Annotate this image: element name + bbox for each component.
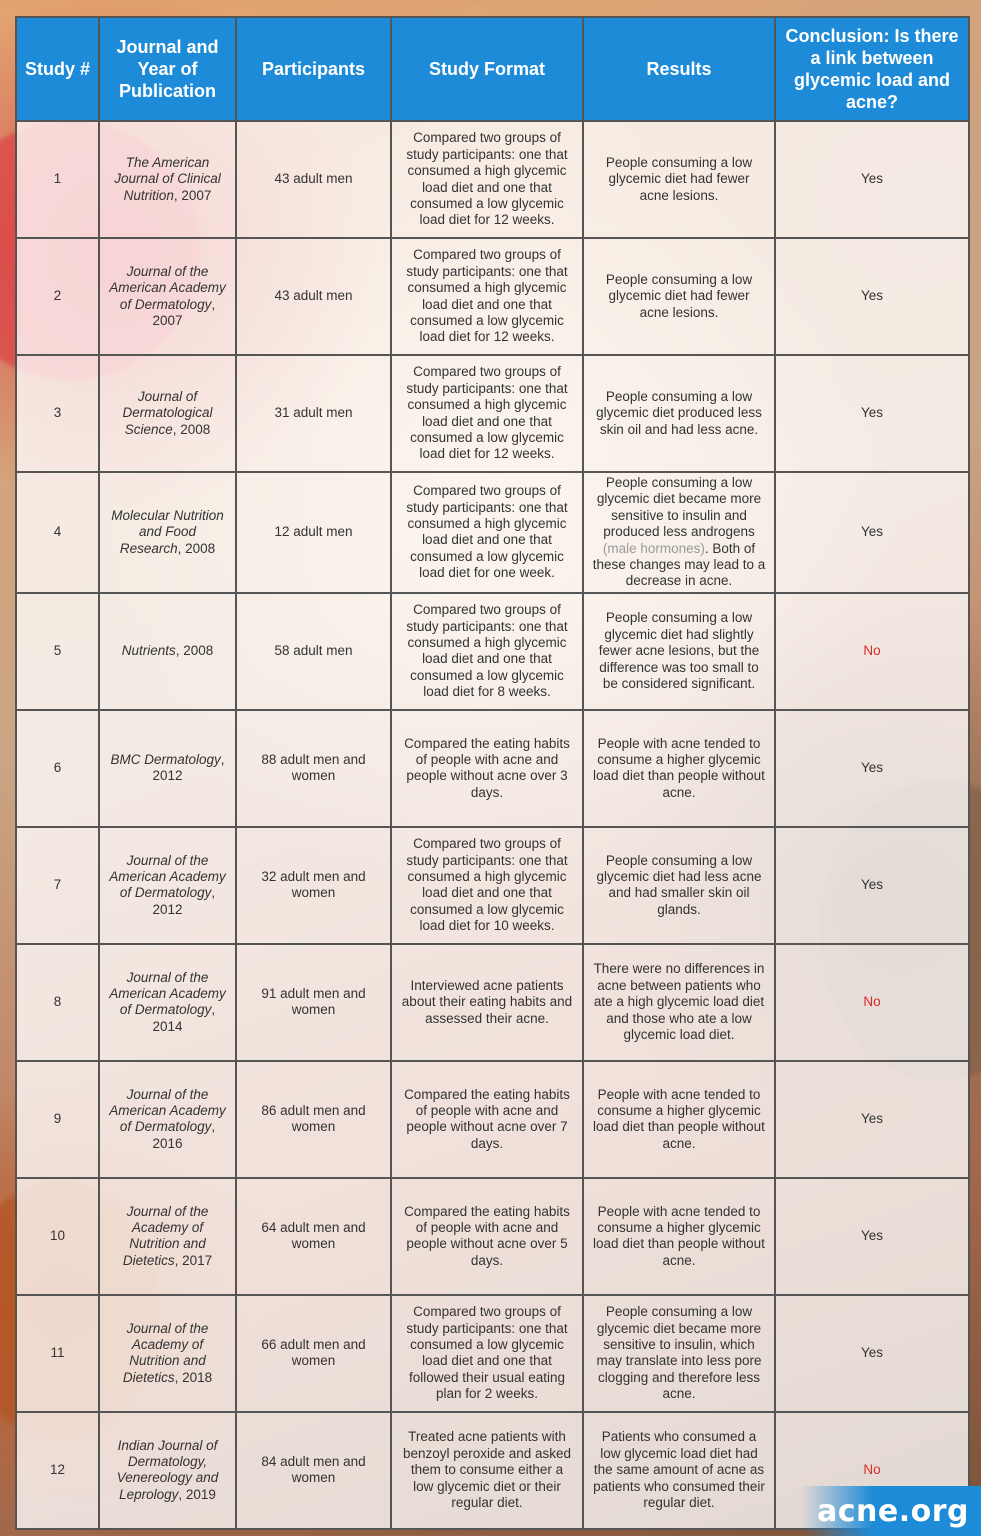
conclusion-cell: Yes <box>775 1178 969 1295</box>
journal-cell <box>99 1061 236 1178</box>
participants-cell: 43 adult men <box>236 121 391 238</box>
journal-cell <box>99 1295 236 1412</box>
study-format-cell: Compared the eating habits of people with acne and people without acne over 7 days. <box>391 1061 583 1178</box>
participants-cell: 84 adult men and women <box>236 1412 391 1529</box>
journal-cell <box>99 710 236 827</box>
participants-cell: 31 adult men <box>236 355 391 472</box>
publication-year: , 2007 <box>173 187 212 203</box>
results-text: People consuming a low glycemic diet became more sensitive to insulin and produced less androgens <box>596 475 762 540</box>
header-conclusion: Conclusion: Is there a link between glycemic load and acne? <box>775 17 969 121</box>
journal-name: Nutrients <box>121 643 176 659</box>
conclusion-cell: Yes <box>775 121 969 238</box>
journal-name: Journal of the American Academy of Dermatology <box>109 263 226 312</box>
table-row <box>16 355 969 472</box>
conclusion-cell: Yes <box>775 1295 969 1412</box>
table-row <box>16 593 969 710</box>
study-format-cell: Compared two groups of study participants: one that consumed a high glycemic load diet and one that consumed a low glycemic load diet for 8 weeks. <box>391 593 583 710</box>
results-cell: People with acne tended to consume a higher glycemic load diet than people without acne. <box>583 1061 775 1178</box>
conclusion-cell: Yes <box>775 1061 969 1178</box>
journal-cell <box>99 827 236 944</box>
publication-year: , 2017 <box>174 1252 213 1268</box>
study-format-cell: Compared two groups of study participants: one that consumed a high glycemic load diet and one that consumed a low glycemic load diet for 10 weeks. <box>391 827 583 944</box>
participants-cell: 12 adult men <box>236 472 391 593</box>
study-number-cell: 1 <box>16 121 99 238</box>
header-study-number: Study # <box>16 17 99 121</box>
participants-cell: 66 adult men and women <box>236 1295 391 1412</box>
results-cell: Patients who consumed a low glycemic load diet had the same amount of acne as patients who consumed their regular diet. <box>583 1412 775 1529</box>
study-format-cell: Compared the eating habits of people with acne and people without acne over 3 days. <box>391 710 583 827</box>
journal-name: Molecular Nutrition and Food Research <box>111 507 224 556</box>
publication-year: , 2008 <box>175 643 214 659</box>
results-cell <box>583 472 775 593</box>
journal-name: Journal of the American Academy of Dermatology <box>109 852 226 901</box>
conclusion-cell: Yes <box>775 710 969 827</box>
participants-cell: 32 adult men and women <box>236 827 391 944</box>
conclusion-cell: No <box>775 593 969 710</box>
publication-year: , 2016 <box>152 1119 216 1151</box>
study-number-cell: 12 <box>16 1412 99 1529</box>
results-cell: People consuming a low glycemic diet had less acne and had smaller skin oil glands. <box>583 827 775 944</box>
header-study-format: Study Format <box>391 17 583 121</box>
conclusion-cell: Yes <box>775 827 969 944</box>
study-format-cell: Compared two groups of study participants: one that consumed a high glycemic load diet and one that consumed a low glycemic load diet for 12 weeks. <box>391 238 583 355</box>
table-row <box>16 1295 969 1412</box>
journal-name: Journal of the American Academy of Dermatology <box>109 969 226 1018</box>
results-cell: People consuming a low glycemic diet became more sensitive to insulin, which may translate into less pore clogging and therefore less acne. <box>583 1295 775 1412</box>
journal-cell <box>99 121 236 238</box>
conclusion-cell: No <box>775 1412 969 1529</box>
table-row <box>16 472 969 593</box>
table-row <box>16 827 969 944</box>
study-number-cell: 4 <box>16 472 99 593</box>
conclusion-cell: Yes <box>775 355 969 472</box>
study-number-cell: 3 <box>16 355 99 472</box>
participants-cell: 43 adult men <box>236 238 391 355</box>
publication-year: , 2012 <box>152 751 225 784</box>
journal-name: Indian Journal of Dermatology, Venereology and Leprology <box>116 1437 219 1502</box>
participants-cell: 88 adult men and women <box>236 710 391 827</box>
results-cell: People with acne tended to consume a higher glycemic load diet than people without acne. <box>583 710 775 827</box>
study-format-cell: Treated acne patients with benzoyl peroxide and asked them to consume either a low glycemic diet or their regular diet. <box>391 1412 583 1529</box>
study-number-cell: 9 <box>16 1061 99 1178</box>
participants-cell: 86 adult men and women <box>236 1061 391 1178</box>
results-note: (male hormones) <box>602 540 705 556</box>
publication-year: , 2014 <box>152 1002 216 1034</box>
glycemic-acne-study-table <box>15 16 970 1530</box>
table-header-row <box>16 17 969 121</box>
results-cell: People consuming a low glycemic diet produced less skin oil and had less acne. <box>583 355 775 472</box>
header-results: Results <box>583 17 775 121</box>
table-row <box>16 710 969 827</box>
results-cell: People with acne tended to consume a higher glycemic load diet than people without acne. <box>583 1178 775 1295</box>
publication-year: , 2008 <box>177 540 216 556</box>
study-number-cell: 8 <box>16 944 99 1061</box>
conclusion-cell: Yes <box>775 238 969 355</box>
study-format-cell: Compared two groups of study participants: one that consumed a high glycemic load diet and one that consumed a low glycemic load diet for 12 weeks. <box>391 121 583 238</box>
journal-cell <box>99 1412 236 1529</box>
participants-cell: 64 adult men and women <box>236 1178 391 1295</box>
logo-text: acne.org <box>816 1493 969 1529</box>
publication-year: , 2018 <box>174 1369 213 1385</box>
journal-cell <box>99 1178 236 1295</box>
table-row <box>16 238 969 355</box>
journal-cell <box>99 593 236 710</box>
conclusion-cell: Yes <box>775 472 969 593</box>
study-format-cell: Interviewed acne patients about their eating habits and assessed their acne. <box>391 944 583 1061</box>
journal-name: The American Journal of Clinical Nutrition <box>114 154 221 203</box>
header-participants: Participants <box>236 17 391 121</box>
publication-year: , 2007 <box>152 296 216 328</box>
journal-name: Journal of Dermatological Science <box>122 388 213 437</box>
journal-cell <box>99 355 236 472</box>
publication-year: , 2008 <box>172 421 211 437</box>
table-row <box>16 1061 969 1178</box>
study-number-cell: 7 <box>16 827 99 944</box>
journal-cell <box>99 944 236 1061</box>
study-number-cell: 11 <box>16 1295 99 1412</box>
journal-cell <box>99 472 236 593</box>
study-format-cell: Compared the eating habits of people with acne and people without acne over 5 days. <box>391 1178 583 1295</box>
acne-org-logo <box>801 1486 981 1536</box>
results-cell: There were no differences in acne between patients who ate a high glycemic load diet and those who ate a low glycemic load diet. <box>583 944 775 1061</box>
journal-name: Journal of the Academy of Nutrition and Dietetics <box>122 1203 209 1268</box>
publication-year: , 2012 <box>152 885 216 917</box>
publication-year: , 2019 <box>178 1486 216 1502</box>
header-journal-year: Journal and Year of Publication <box>99 17 236 121</box>
journal-name: Journal of the American Academy of Dermatology <box>109 1086 226 1135</box>
table-row <box>16 944 969 1061</box>
table-row <box>16 1178 969 1295</box>
results-text-continued: . Both of these changes may lead to a decrease in acne. <box>592 540 766 589</box>
study-number-cell: 6 <box>16 710 99 827</box>
journal-name: Journal of the Academy of Nutrition and Dietetics <box>122 1320 209 1385</box>
participants-cell: 58 adult men <box>236 593 391 710</box>
results-cell: People consuming a low glycemic diet had slightly fewer acne lesions, but the difference was too small to be considered significant. <box>583 593 775 710</box>
study-format-cell: Compared two groups of study participants: one that consumed a low glycemic load diet and one that followed their usual eating plan for 2 weeks. <box>391 1295 583 1412</box>
study-format-cell: Compared two groups of study participants: one that consumed a high glycemic load diet and one that consumed a low glycemic load diet for 12 weeks. <box>391 355 583 472</box>
study-number-cell: 10 <box>16 1178 99 1295</box>
conclusion-cell: No <box>775 944 969 1061</box>
journal-name: BMC Dermatology <box>110 751 221 767</box>
study-number-cell: 2 <box>16 238 99 355</box>
participants-cell: 91 adult men and women <box>236 944 391 1061</box>
results-cell: People consuming a low glycemic diet had fewer acne lesions. <box>583 238 775 355</box>
table-row <box>16 121 969 238</box>
journal-cell <box>99 238 236 355</box>
study-format-cell: Compared two groups of study participants: one that consumed a high glycemic load diet and one that consumed a low glycemic load diet for one week. <box>391 472 583 593</box>
study-number-cell: 5 <box>16 593 99 710</box>
results-cell: People consuming a low glycemic diet had fewer acne lesions. <box>583 121 775 238</box>
